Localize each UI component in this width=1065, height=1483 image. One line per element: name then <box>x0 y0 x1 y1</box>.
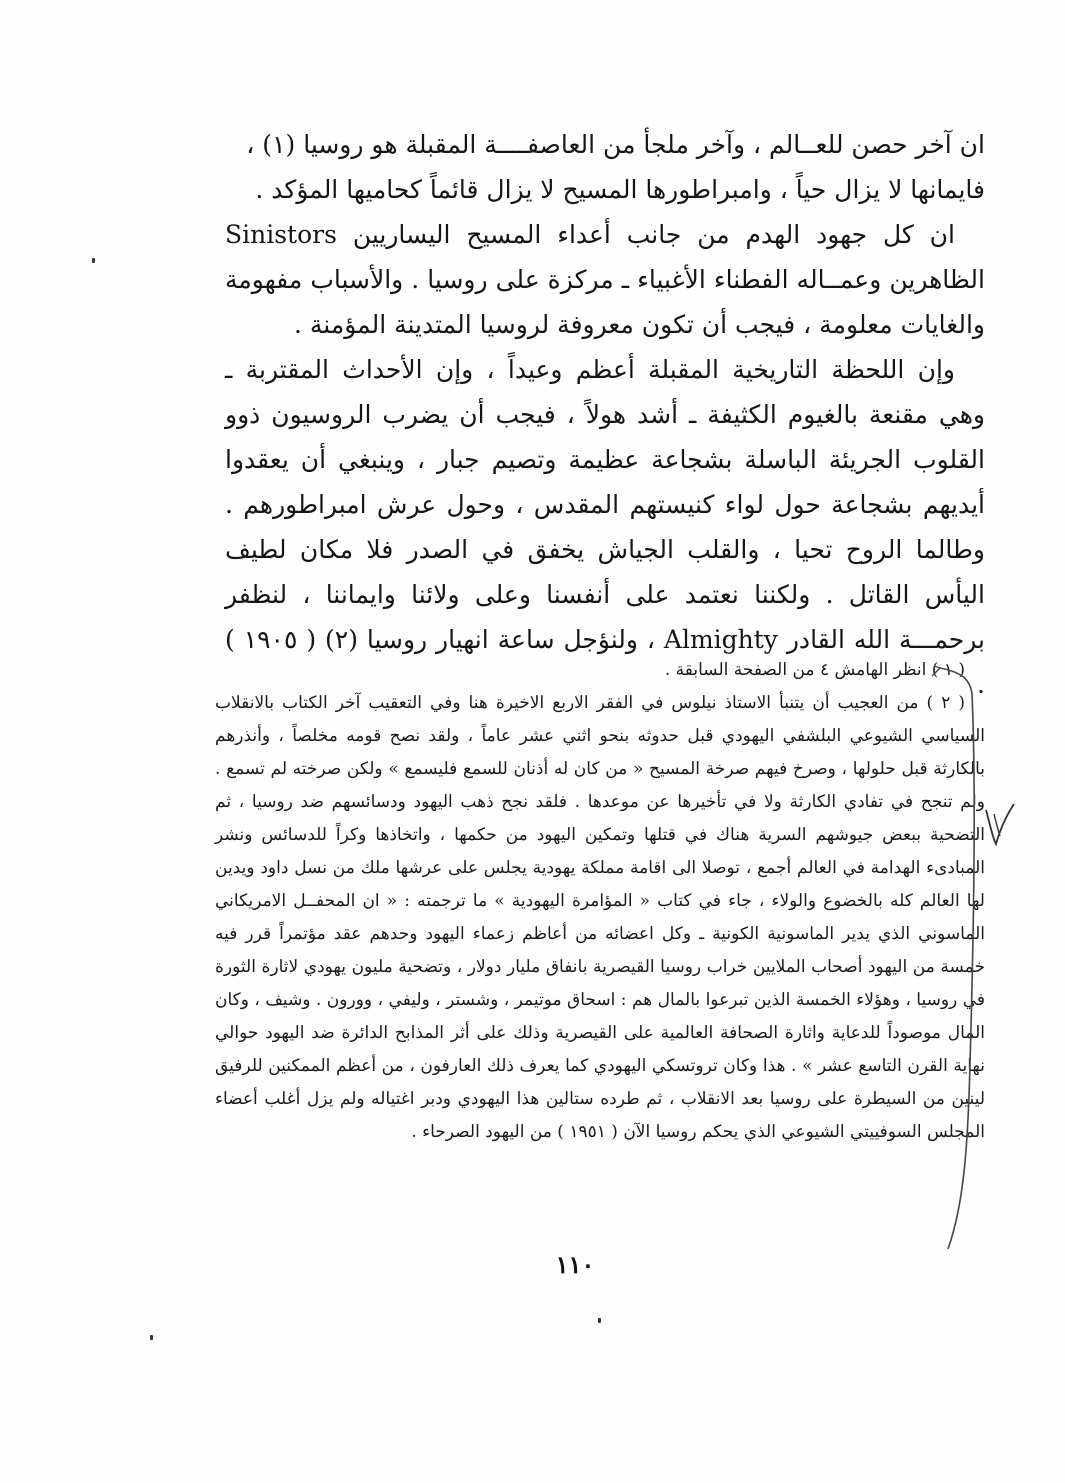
footnote-2: ( ٢ ) من العجيب أن يتنبأ الاستاذ نيلوس في الفقر الاربع الاخيرة هنا وفي التعقيب آخر الكتاب بالانقلاب السياسي الشيوعي البلشفي اليهودي قبل حدوثه بنحو اثني عشر عاماً ، ولقد نصح قومه مخلصاً ، وأنذرهم بالكارثة قبل حلولها ، وصرخ فيهم صرخة المسيح « من كان له أذنان للسمع فليسمع » ولكن صرخته لم تسمع . ولم تنجح في تفادي الكارثة ولا في تأخيرها عن موعدها . فلقد نجح ذهب اليهود ودسائسهم ضد روسيا ، ثم التضحية ببعض جيوشهم السرية هناك في قتلها وتمكين اليهود من حكمها ، واتخاذها وكراً للدسائس ونشر المبادىء الهدامة في العالم أجمع ، توصلا الى اقامة مملكة يهودية يجلس على عرشها ملك من نسل داود ويدين لها العالم كله بالخضوع والولاء ، جاء في كتاب « المؤامرة اليهودية » ما ترجمته : « ان المحفــل الامريكاني الماسوني الذي يدير الماسونية الكونية ـ وكل اعضائه من أعاظم زعماء اليهود وحدهم عقد مؤتمراً قرر فيه خمسة من اليهود أصحاب الملايين خراب روسيا القيصرية بانفاق مليار دولار ، وتضحية مليون يهودي لاثارة الثورة في روسيا ، وهؤلاء الخمسة الذين تبرعوا بالمال هم : اسحاق موتيمر ، وشستر ، وليفي ، وورون . وشيف ، وكان المال موصوداً للدعاية واثارة الصحافة العالمية على القيصرية وذلك على أثر المذابح الدائرة ضد اليهود حوالي نهاية القرن التاسع عشر » . هذا وكان تروتسكي اليهودي كما يعرف ذلك العارفون ، من أعظم الممكنين للرفيق لينين من السيطرة على روسيا بعد الانقلاب ، ثم طرده ستالين هذا اليهودي ودبر اغتياله ولم يزل أغلب أعضاء المجلس السوفييتي الشيوعي الذي يحكم روسيا الآن ( ١٩٥١ ) من اليهود الصرحاء . <box>215 693 985 1142</box>
main-text-line-1: ان آخر حصن للعــالم ، وآخر ملجأ من العاصفــــة المقبلة هو روسيا (١) ، <box>246 130 985 159</box>
main-text-block <box>225 122 985 707</box>
main-paragraph-3: وإن اللحظة التاريخية المقبلة أعظم وعيداً ، وإن الأحداث المقتربة ـ وهي مقنعة بالغيوم الكثيفة ـ أشد هولاً ، فيجب أن يضرب الروسيون ذوو القلوب الجريئة الباسلة بشجاعة عظيمة وتصيم جبار ، وينبغي أن يعقدوا أيديهم بشجاعة حول لواء كنيستهم المقدس ، وحول عرش امبراطورهم . وطالما الروح تحيا ، والقلب الجياش يخفق في الصدر فلا مكان لطيف اليأس القاتل . ولكننا نعتمد على أنفسنا وعلى ولائنا وايماننا ، لنظفر برحمـــة الله القادر Almighty ، ولنؤجل ساعة انهيار روسيا (٢) ( ١٩٠٥ ) . <box>225 355 986 699</box>
scan-speck <box>92 258 95 263</box>
footnotes-block <box>215 654 985 1149</box>
handwritten-bracket-mark <box>930 664 1010 1254</box>
handwritten-margin-mark <box>980 800 1020 850</box>
footnote-1: ( ١ ) انظر الهامش ٤ من الصفحة السابقة . <box>664 660 965 680</box>
main-paragraph-2: ان كل جهود الهدم من جانب أعداء المسيح اليساريين Sinistors الظاهرين وعمــاله الفطناء الأغبياء ـ مركزة على روسيا . والأسباب مفهومة والغايات معلومة ، فيجب أن تكون معروفة لروسيا المتدينة المؤمنة . <box>225 220 985 339</box>
page-number: ١١٠ <box>555 1250 595 1279</box>
scan-speck <box>598 1318 601 1323</box>
main-text-line-2: فايمانها لا يزال حياً ، وامبراطورها المسيح لا يزال قائماً كحاميها المؤكد . <box>255 175 985 204</box>
scan-speck <box>150 1335 153 1340</box>
